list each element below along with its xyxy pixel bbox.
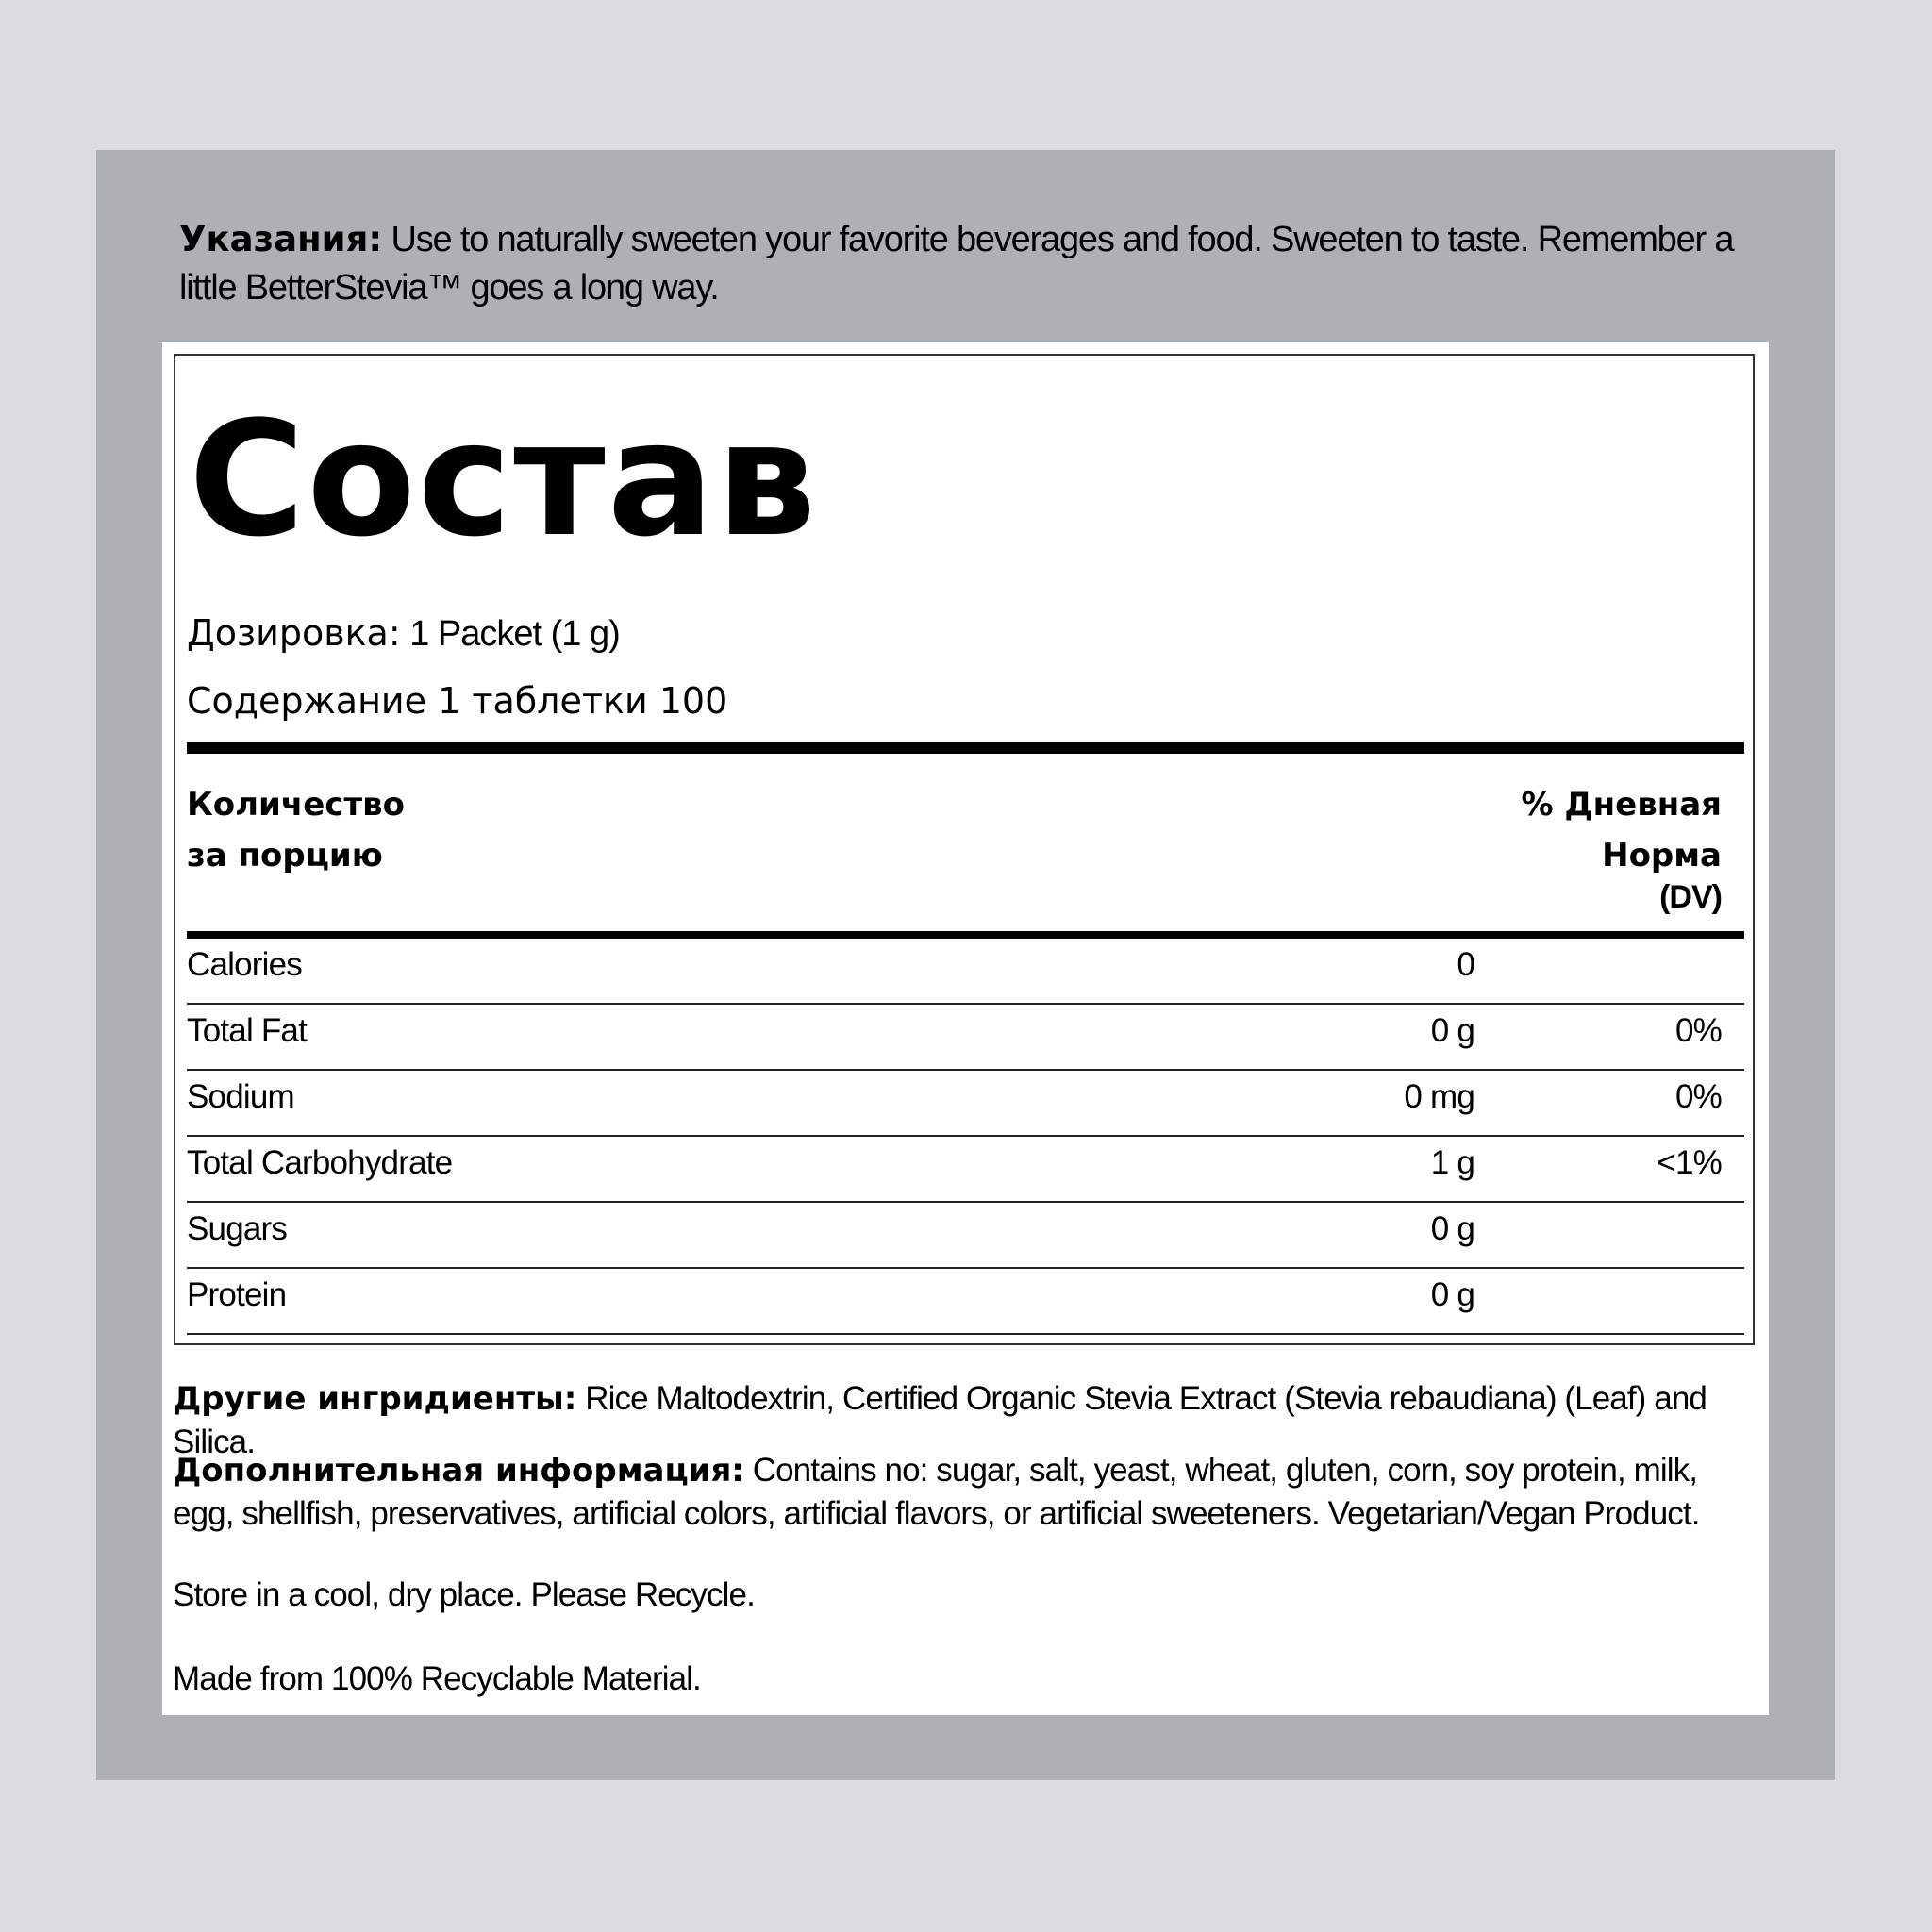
nutrient-name: Sugars bbox=[187, 1210, 288, 1247]
thick-divider-bottom bbox=[187, 931, 1744, 939]
nutrient-name: Total Fat bbox=[187, 1012, 308, 1049]
facts-title: Состав bbox=[189, 387, 819, 572]
other-ingredients-text: Rice Maltodextrin, Certified Organic Stevia Extract (Stevia rebaudiana) (Leaf) and Silica. bbox=[173, 1380, 1707, 1460]
amount-per-serving-header bbox=[187, 779, 405, 881]
nutrient-row bbox=[187, 1005, 1744, 1071]
nutrient-row bbox=[187, 1203, 1744, 1269]
row-divider bbox=[187, 1333, 1744, 1335]
nutrient-name: Sodium bbox=[187, 1078, 294, 1115]
nutrient-row bbox=[187, 1137, 1744, 1203]
header-left-line2: за порцию bbox=[187, 837, 383, 874]
directions-label: Указания: bbox=[179, 219, 383, 259]
nutrient-dv: 0% bbox=[1675, 1078, 1722, 1115]
nutrient-dv: <1% bbox=[1657, 1144, 1722, 1181]
nutrient-name: Total Carbohydrate bbox=[187, 1144, 453, 1181]
additional-info-text: Contains no: sugar, salt, yeast, wheat, gluten, corn, soy protein, milk, egg, shellfish, preservatives, artificial colors, artificial flavors, or artificial sweeteners. Vegetarian/Vegan Product. bbox=[173, 1452, 1700, 1532]
nutrient-amount: 1 g bbox=[1430, 1144, 1474, 1181]
serving-size-label: Дозировка: bbox=[187, 612, 401, 654]
storage-text: Store in a cool, dry place. Please Recycle. bbox=[173, 1576, 755, 1613]
nutrient-amount: 0 g bbox=[1430, 1012, 1474, 1049]
nutrient-dv: 0% bbox=[1675, 1012, 1722, 1049]
nutrient-amount: 0 bbox=[1457, 946, 1474, 983]
other-ingredients-label: Другие ингридиенты: bbox=[173, 1380, 577, 1418]
thick-divider-top bbox=[187, 742, 1744, 754]
additional-info bbox=[173, 1449, 1757, 1535]
servings-per-container: Содержание 1 таблетки 100 bbox=[187, 680, 728, 722]
nutrient-name: Calories bbox=[187, 946, 302, 983]
nutrient-row bbox=[187, 939, 1744, 1005]
directions-text bbox=[179, 215, 1745, 312]
header-right-line2: Норма bbox=[1602, 837, 1722, 874]
material-text: Made from 100% Recyclable Material. bbox=[173, 1660, 701, 1697]
directions-body: Use to naturally sweeten your favorite beverages and food. Sweeten to taste. Remember a little BetterStevia™ goes a long way. bbox=[179, 220, 1734, 308]
daily-value-header bbox=[1521, 779, 1722, 913]
serving-size bbox=[187, 611, 620, 656]
header-right-line3: (DV) bbox=[1659, 879, 1722, 915]
header-left-line1: Количество bbox=[187, 786, 406, 824]
nutrient-amount: 0 g bbox=[1430, 1276, 1474, 1313]
nutrient-name: Protein bbox=[187, 1276, 287, 1313]
additional-info-label: Дополнительная информация: bbox=[173, 1452, 744, 1490]
serving-size-value: 1 Packet (1 g) bbox=[400, 614, 620, 654]
nutrient-amount: 0 g bbox=[1430, 1210, 1474, 1247]
header-right-line1: % Дневная bbox=[1521, 786, 1722, 824]
nutrient-row bbox=[187, 1071, 1744, 1137]
nutrient-amount: 0 mg bbox=[1404, 1078, 1474, 1115]
nutrient-row bbox=[187, 1269, 1744, 1335]
